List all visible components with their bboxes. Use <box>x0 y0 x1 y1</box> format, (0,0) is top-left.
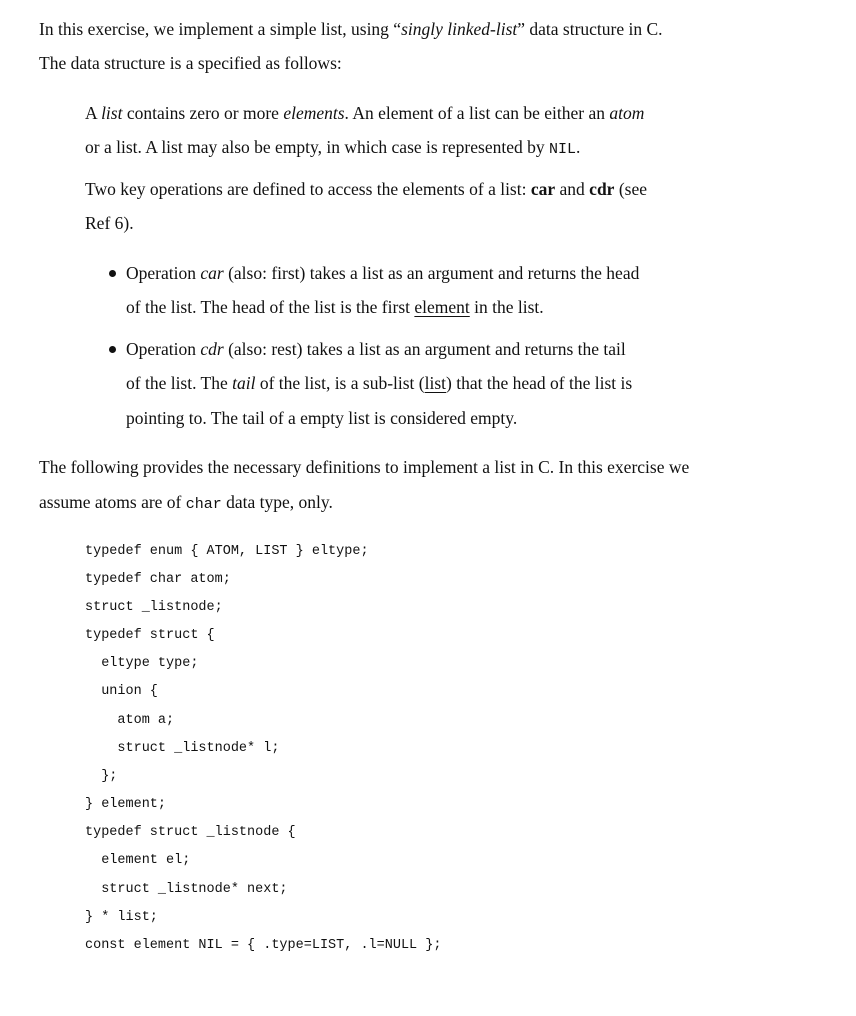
bullet-1-line-1 <box>126 263 639 283</box>
bullet-emphasis: car <box>200 263 224 283</box>
inline-code: char <box>185 496 222 513</box>
code-line: union { <box>85 684 158 699</box>
code-line: typedef struct { <box>85 628 215 643</box>
intro-text: ” data structure in C. <box>517 19 663 39</box>
bullet-emphasis: tail <box>232 373 256 393</box>
definition-text: contains zero or more <box>122 103 284 123</box>
definition-line-3 <box>85 179 647 199</box>
definition-line-1 <box>85 103 644 123</box>
bullet-text: (also: rest) takes a list as an argument and returns the tail <box>223 339 626 359</box>
bullet-text: of the list. The head of the list is the first <box>126 297 415 317</box>
bullet-underline: list <box>424 373 447 393</box>
intro-emphasis: singly linked-list <box>401 19 518 39</box>
bullet-text: (also: first) takes a list as an argument and returns the head <box>223 263 640 283</box>
bullet-icon <box>109 270 116 277</box>
definition-text: or a list. A list may also be empty, in which case is represented by <box>85 137 549 157</box>
after-line-2 <box>39 492 333 515</box>
bullet-1-line-2 <box>126 297 544 317</box>
definition-emphasis: list <box>101 103 123 123</box>
code-line: } * list; <box>85 910 158 925</box>
bullet-icon <box>109 346 116 353</box>
definition-text: and <box>555 179 590 199</box>
bullet-emphasis: cdr <box>200 339 224 359</box>
definition-emphasis: atom <box>609 103 645 123</box>
intro-line-2: The data structure is a specified as follows: <box>39 53 342 73</box>
code-line: struct _listnode; <box>85 600 223 615</box>
code-line: struct _listnode* next; <box>85 882 288 897</box>
inline-code: NIL <box>548 141 576 158</box>
code-line: }; <box>85 769 118 784</box>
bullet-underline: element <box>414 297 470 317</box>
code-line: typedef char atom; <box>85 572 231 587</box>
bullet-text: Operation <box>126 263 201 283</box>
definition-text: . An element of a list can be either an <box>344 103 610 123</box>
intro-line-1 <box>39 19 663 39</box>
bullet-text: ) that the head of the list is <box>446 373 633 393</box>
code-line: eltype type; <box>85 656 199 671</box>
definition-emphasis: elements <box>283 103 345 123</box>
definition-text: . <box>576 137 581 157</box>
code-line: struct _listnode* l; <box>85 741 280 756</box>
definition-bold: cdr <box>589 179 615 199</box>
code-line: element el; <box>85 853 191 868</box>
bullet-2-line-2 <box>126 373 632 393</box>
code-line: typedef struct _listnode { <box>85 825 296 840</box>
after-text: data type, only. <box>221 492 333 512</box>
bullet-text: in the list. <box>469 297 544 317</box>
after-line-1: The following provides the necessary definitions to implement a list in C. In this exercise we <box>39 457 690 477</box>
intro-text: In this exercise, we implement a simple list, using “ <box>39 19 402 39</box>
code-line: typedef enum { ATOM, LIST } eltype; <box>85 544 369 559</box>
code-line: atom a; <box>85 713 175 728</box>
definition-text: (see <box>614 179 648 199</box>
bullet-text: Operation <box>126 339 201 359</box>
bullet-2-line-1 <box>126 339 626 359</box>
bullet-text: of the list, is a sub-list ( <box>255 373 425 393</box>
bullet-text: of the list. The <box>126 373 233 393</box>
definition-bold: car <box>530 179 556 199</box>
code-line: const element NIL = { .type=LIST, .l=NULL }; <box>85 938 442 953</box>
definition-text: A <box>85 103 102 123</box>
code-line: } element; <box>85 797 167 812</box>
after-text: assume atoms are of <box>39 492 186 512</box>
definition-line-4: Ref 6). <box>85 213 134 233</box>
definition-line-2 <box>85 137 580 160</box>
definition-text: Two key operations are defined to access the elements of a list: <box>85 179 531 199</box>
bullet-2-line-3: pointing to. The tail of a empty list is considered empty. <box>126 408 518 428</box>
